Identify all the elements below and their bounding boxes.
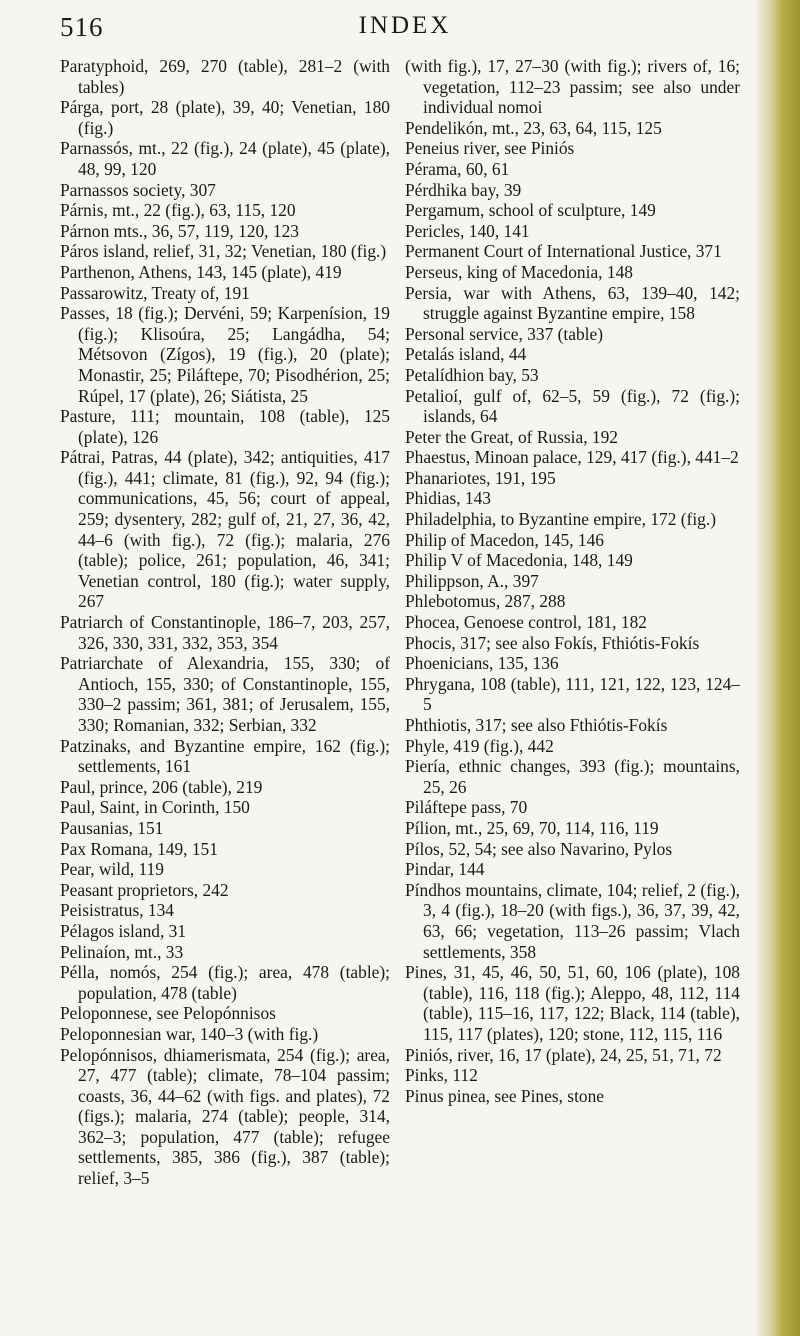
index-entry: Phoenicians, 135, 136 <box>405 653 559 674</box>
index-entry: Phyle, 419 (fig.), 442 <box>405 735 554 756</box>
index-entry: Perseus, king of Macedonia, 148 <box>405 261 633 282</box>
index-entry: Phanariotes, 191, 195 <box>405 467 556 488</box>
index-entry: Passarowitz, Treaty of, 191 <box>60 282 250 303</box>
index-entry: Personal service, 337 (table) <box>405 323 603 344</box>
running-title: INDEX <box>358 12 452 39</box>
index-entry: Pergamum, school of sculpture, 149 <box>405 200 656 221</box>
index-entry: Phlebotomus, 287, 288 <box>405 591 566 612</box>
index-entry: Pélla, nomós, 254 (fig.); area, 478 (table); population, 478 (table) <box>60 962 390 1003</box>
index-entry: Páros island, relief, 31, 32; Venetian, 180 (fig.) <box>60 241 387 262</box>
index-entry: Pear, wild, 119 <box>60 859 164 880</box>
index-entry: Pasture, 111; mountain, 108 (table), 125 (plate), 126 <box>60 406 390 447</box>
index-entry: Phidias, 143 <box>405 488 491 509</box>
index-entry: Pelopónnisos, dhiamerismata, 254 (fig.); area, 27, 477 (table); climate, 78–104 passim; coasts, 36, 44–62 (with figs. and plates), 72 (figs.); malaria, 274 (table); people, 314, 362–3; population, 477 (table); refugee settlements, 385, 386 (fig.), 387 (table); relief, 3–5 <box>60 1044 390 1189</box>
index-entry: Párnon mts., 36, 57, 119, 120, 123 <box>60 220 299 241</box>
index-entry: Patriarchate of Alexandria, 155, 330; of Antioch, 155, 330; of Constantinople, 155, 330–2 passim; 361, 381; of Jerusalem, 155, 330; Romanian, 332; Serbian, 332 <box>60 653 390 735</box>
index-entry: Philippson, A., 397 <box>405 570 539 591</box>
index-entry: Peloponnesian war, 140–3 (with fig.) <box>60 1023 319 1044</box>
page-header <box>60 12 750 48</box>
index-entry: Parnassós, mt., 22 (fig.), 24 (plate), 45 (plate), 48, 99, 120 <box>60 138 390 179</box>
index-entry: Peloponnese, see Pelopónnisos <box>60 1003 276 1024</box>
index-entry: Pérdhika bay, 39 <box>405 179 522 200</box>
index-entry: Peisistratus, 134 <box>60 900 175 921</box>
index-entry: Patriarch of Constantinople, 186–7, 203, 257, 326, 330, 331, 332, 353, 354 <box>60 612 390 653</box>
index-entry: Patzinaks, and Byzantine empire, 162 (fig.); settlements, 161 <box>60 735 390 777</box>
index-entry: Pelinaíon, mt., 33 <box>60 941 184 962</box>
index-entry: Petalás island, 44 <box>405 344 527 365</box>
index-entry: Piería, ethnic changes, 393 (fig.); mountains, 25, 26 <box>405 756 740 797</box>
index-entry: Petalioí, gulf of, 62–5, 59 (fig.), 72 (fig.); islands, 64 <box>405 385 740 427</box>
index-entry: Pílion, mt., 25, 69, 70, 114, 116, 119 <box>405 817 659 838</box>
index-entry: Pinus pinea, see Pines, stone <box>405 1085 605 1106</box>
index-entry: Paul, Saint, in Corinth, 150 <box>60 797 250 818</box>
index-entry: Phrygana, 108 (table), 111, 121, 122, 123, 124–5 <box>405 673 740 715</box>
index-entry: Philip of Macedon, 145, 146 <box>405 529 605 550</box>
index-entry: (with fig.), 17, 27–30 (with fig.); rivers of, 16; vegetation, 112–23 passim; see also under individual nomoi <box>405 56 740 118</box>
index-entry: Pines, 31, 45, 46, 50, 51, 60, 106 (plate), 108 (table), 116, 118 (fig.); Aleppo, 48, 112, 114 (table), 115–16, 117, 122; Black, 114 (table), 115, 117 (plates), 120; stone, 112, 115, 116 <box>405 962 740 1044</box>
index-entry: Piniós, river, 16, 17 (plate), 24, 25, 51, 71, 72 <box>405 1044 722 1065</box>
index-entry: Peter the Great, of Russia, 192 <box>405 426 618 447</box>
index-entry: Pendelikón, mt., 23, 63, 64, 115, 125 <box>405 117 662 138</box>
index-entry: Peneius river, see Piniós <box>405 138 575 159</box>
index-entry: Paul, prince, 206 (table), 219 <box>60 776 263 797</box>
index-entry: Pax Romana, 149, 151 <box>60 838 218 859</box>
index-entry: Pátrai, Patras, 44 (plate), 342; antiquities, 417 (fig.), 441; climate, 81 (fig.), 92, 94 (fig.); communications, 45, 56; court of appeal, 259; dysentery, 282; gulf of, 21, 27, 36, 42, 44–6 (with fig.), 72 (fig.); malaria, 276 (table); police, 261; population, 46, 341; Venetian control, 180 (fig.); water supply, 267 <box>60 447 390 612</box>
index-entry: Philadelphia, to Byzantine empire, 172 (fig.) <box>405 509 717 530</box>
index-entry: Paratyphoid, 269, 270 (table), 281–2 (with tables) <box>60 56 390 97</box>
index-entry: Pericles, 140, 141 <box>405 220 530 241</box>
index-entry: Píndhos mountains, climate, 104; relief, 2 (fig.), 3, 4 (fig.), 18–20 (with figs.), 36, 37, 39, 42, 63, 66; vegetation, 113–26 passim; Vlach settlements, 358 <box>405 879 740 962</box>
index-entry: Pausanias, 151 <box>60 817 164 838</box>
page-edge <box>756 0 800 1336</box>
index-entry: Pérama, 60, 61 <box>405 158 510 179</box>
index-entry: Pinks, 112 <box>405 1065 478 1086</box>
index-entry: Piláftepe pass, 70 <box>405 797 528 818</box>
index-entry: Parnassos society, 307 <box>60 179 216 200</box>
index-column-right <box>405 56 740 1106</box>
index-entry: Phaestus, Minoan palace, 129, 417 (fig.), 441–2 <box>405 447 739 468</box>
index-entry: Persia, war with Athens, 63, 139–40, 142; struggle against Byzantine empire, 158 <box>405 282 740 324</box>
index-entry: Phocea, Genoese control, 181, 182 <box>405 612 647 633</box>
index-entry: Permanent Court of International Justice, 371 <box>405 241 722 262</box>
index-entry: Petalídhion bay, 53 <box>405 364 539 385</box>
index-entry: Párga, port, 28 (plate), 39, 40; Venetian, 180 (fig.) <box>60 97 390 138</box>
index-entry: Philip V of Macedonia, 148, 149 <box>405 550 633 571</box>
index-entry: Pindar, 144 <box>405 859 485 880</box>
index-entry: Passes, 18 (fig.); Dervéni, 59; Karpenísion, 19 (fig.); Klisoúra, 25; Langádha, 54; Métsovon (Zígos), 19 (fig.), 20 (plate); Monastir, 25; Piláftepe, 70; Pisodhérion, 25; Rúpel, 17 (plate), 26; Siátista, 25 <box>60 303 390 406</box>
index-entry: Phocis, 317; see also Fokís, Fthiótis-Fokís <box>405 632 700 653</box>
page-number: 516 <box>60 12 104 42</box>
index-entry: Phthiotis, 317; see also Fthiótis-Fokís <box>405 715 668 735</box>
index-entry: Parthenon, Athens, 143, 145 (plate), 419 <box>60 261 342 282</box>
index-column-left <box>60 56 390 1189</box>
index-entry: Peasant proprietors, 242 <box>60 879 229 900</box>
index-entry: Párnis, mt., 22 (fig.), 63, 115, 120 <box>60 200 296 221</box>
index-entry: Pélagos island, 31 <box>60 920 187 941</box>
index-entry: Pílos, 52, 54; see also Navarino, Pylos <box>405 838 673 859</box>
